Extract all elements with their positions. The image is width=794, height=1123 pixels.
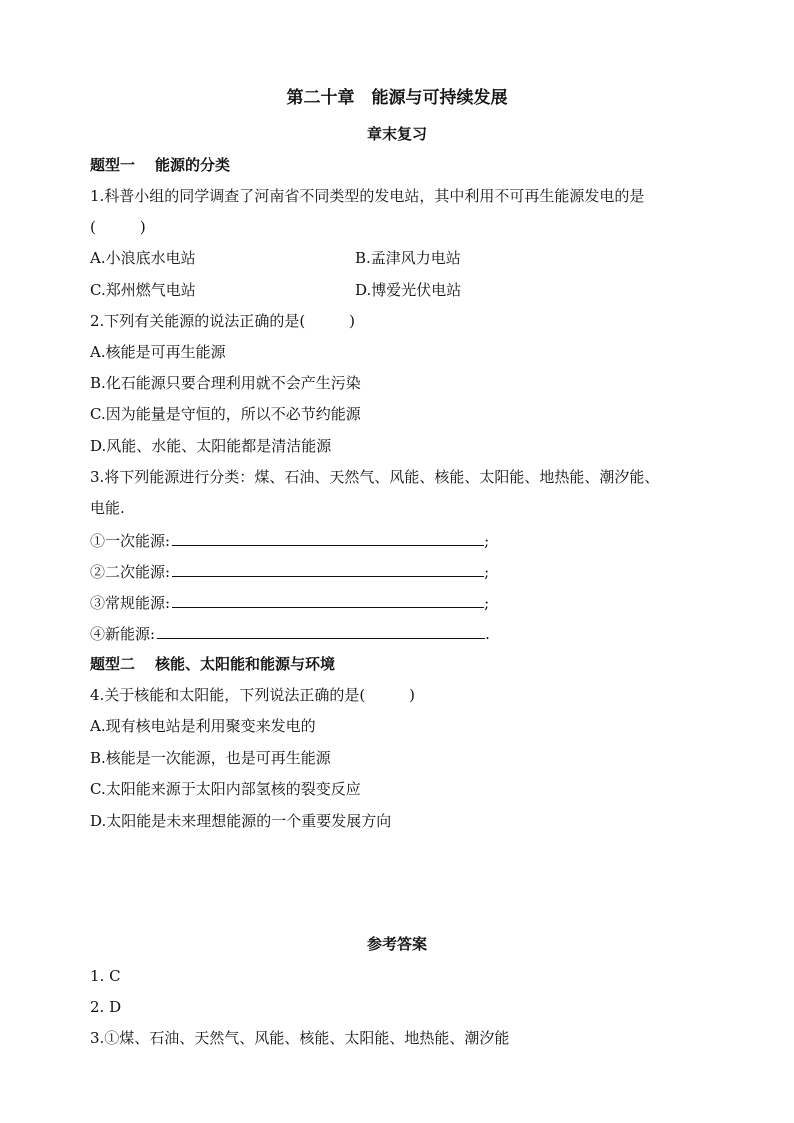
- q4-option-b: B.核能是一次能源，也是可再生能源: [90, 749, 331, 767]
- question-type-2-label: 题型二: [90, 655, 136, 673]
- q3-blank-secondary-label: ②二次能源:: [90, 563, 171, 581]
- q2-option-b: B.化石能源只要合理利用就不会产生污染: [90, 374, 361, 392]
- q3-blank-secondary-end: ;: [484, 563, 490, 581]
- q1-option-c: C.郑州燃气电站: [90, 281, 196, 299]
- q3-blank-primary-line[interactable]: [172, 530, 484, 546]
- q1-paren-open: (: [90, 218, 96, 236]
- q3-blank-new: [90, 623, 490, 644]
- q3-blank-conventional-end: ;: [484, 594, 490, 612]
- q1-paren-close: ): [139, 218, 146, 236]
- q4-option-c: C.太阳能来源于太阳内部氢核的裂变反应: [90, 780, 361, 798]
- q3-blank-new-end: .: [485, 625, 490, 643]
- answer-3: 3.①煤、石油、天然气、风能、核能、太阳能、地热能、潮汐能: [90, 1029, 510, 1047]
- q4-option-a: A.现有核电站是利用聚变来发电的: [90, 717, 316, 735]
- q3-blank-new-label: ④新能源:: [90, 625, 156, 643]
- question-type-1-name: 能源的分类: [155, 156, 231, 174]
- q3-blank-conventional-label: ③常规能源:: [90, 594, 171, 612]
- answer-1: 1. C: [90, 967, 121, 985]
- q1-option-b: B.孟津风力电站: [355, 249, 461, 267]
- question-type-2: [90, 654, 335, 674]
- q4-option-d: D.太阳能是未来理想能源的一个重要发展方向: [90, 812, 392, 830]
- q3-blank-conventional-line[interactable]: [172, 592, 484, 608]
- q3-stem-line1: 3.将下列能源进行分类：煤、石油、天然气、风能、核能、太阳能、地热能、潮汐能、: [90, 468, 660, 486]
- q1-option-a: A.小浪底水电站: [90, 249, 196, 267]
- q2-option-a: A.核能是可再生能源: [90, 343, 226, 361]
- section-subtitle: 章末复习: [366, 125, 427, 143]
- q3-blank-primary-end: ;: [484, 532, 490, 550]
- chapter-title: 第二十章 能源与可持续发展: [286, 88, 508, 108]
- q3-stem-line2: 电能.: [90, 499, 125, 517]
- q3-blank-conventional: [90, 592, 489, 613]
- question-type-1: [90, 155, 230, 175]
- q3-blank-secondary-line[interactable]: [172, 561, 484, 577]
- q1-answer-paren: [90, 217, 146, 237]
- q1-option-d: D.博爱光伏电站: [355, 281, 462, 299]
- q3-blank-primary-label: ①一次能源:: [90, 532, 171, 550]
- q3-blank-secondary: [90, 561, 489, 582]
- q2-option-d: D.风能、水能、太阳能都是清洁能源: [90, 437, 332, 455]
- q2-option-c: C.因为能量是守恒的，所以不必节约能源: [90, 405, 361, 423]
- q4-paren-close: ): [409, 686, 416, 704]
- q1-stem: 1.科普小组的同学调查了河南省不同类型的发电站，其中利用不可再生能源发电的是: [90, 187, 645, 205]
- q2-stem-text: 2.下列有关能源的说法正确的是(: [90, 312, 306, 330]
- q3-blank-primary: [90, 530, 489, 551]
- q4-stem-text: 4.关于核能和太阳能，下列说法正确的是(: [90, 686, 366, 704]
- q2-stem: [90, 311, 355, 331]
- q4-stem: [90, 685, 415, 705]
- answer-2: 2. D: [90, 998, 122, 1016]
- question-type-2-name: 核能、太阳能和能源与环境: [155, 655, 336, 673]
- q3-blank-new-line[interactable]: [157, 623, 485, 639]
- answers-title: 参考答案: [366, 935, 427, 953]
- q2-paren-close: ): [349, 312, 356, 330]
- question-type-1-label: 题型一: [90, 156, 136, 174]
